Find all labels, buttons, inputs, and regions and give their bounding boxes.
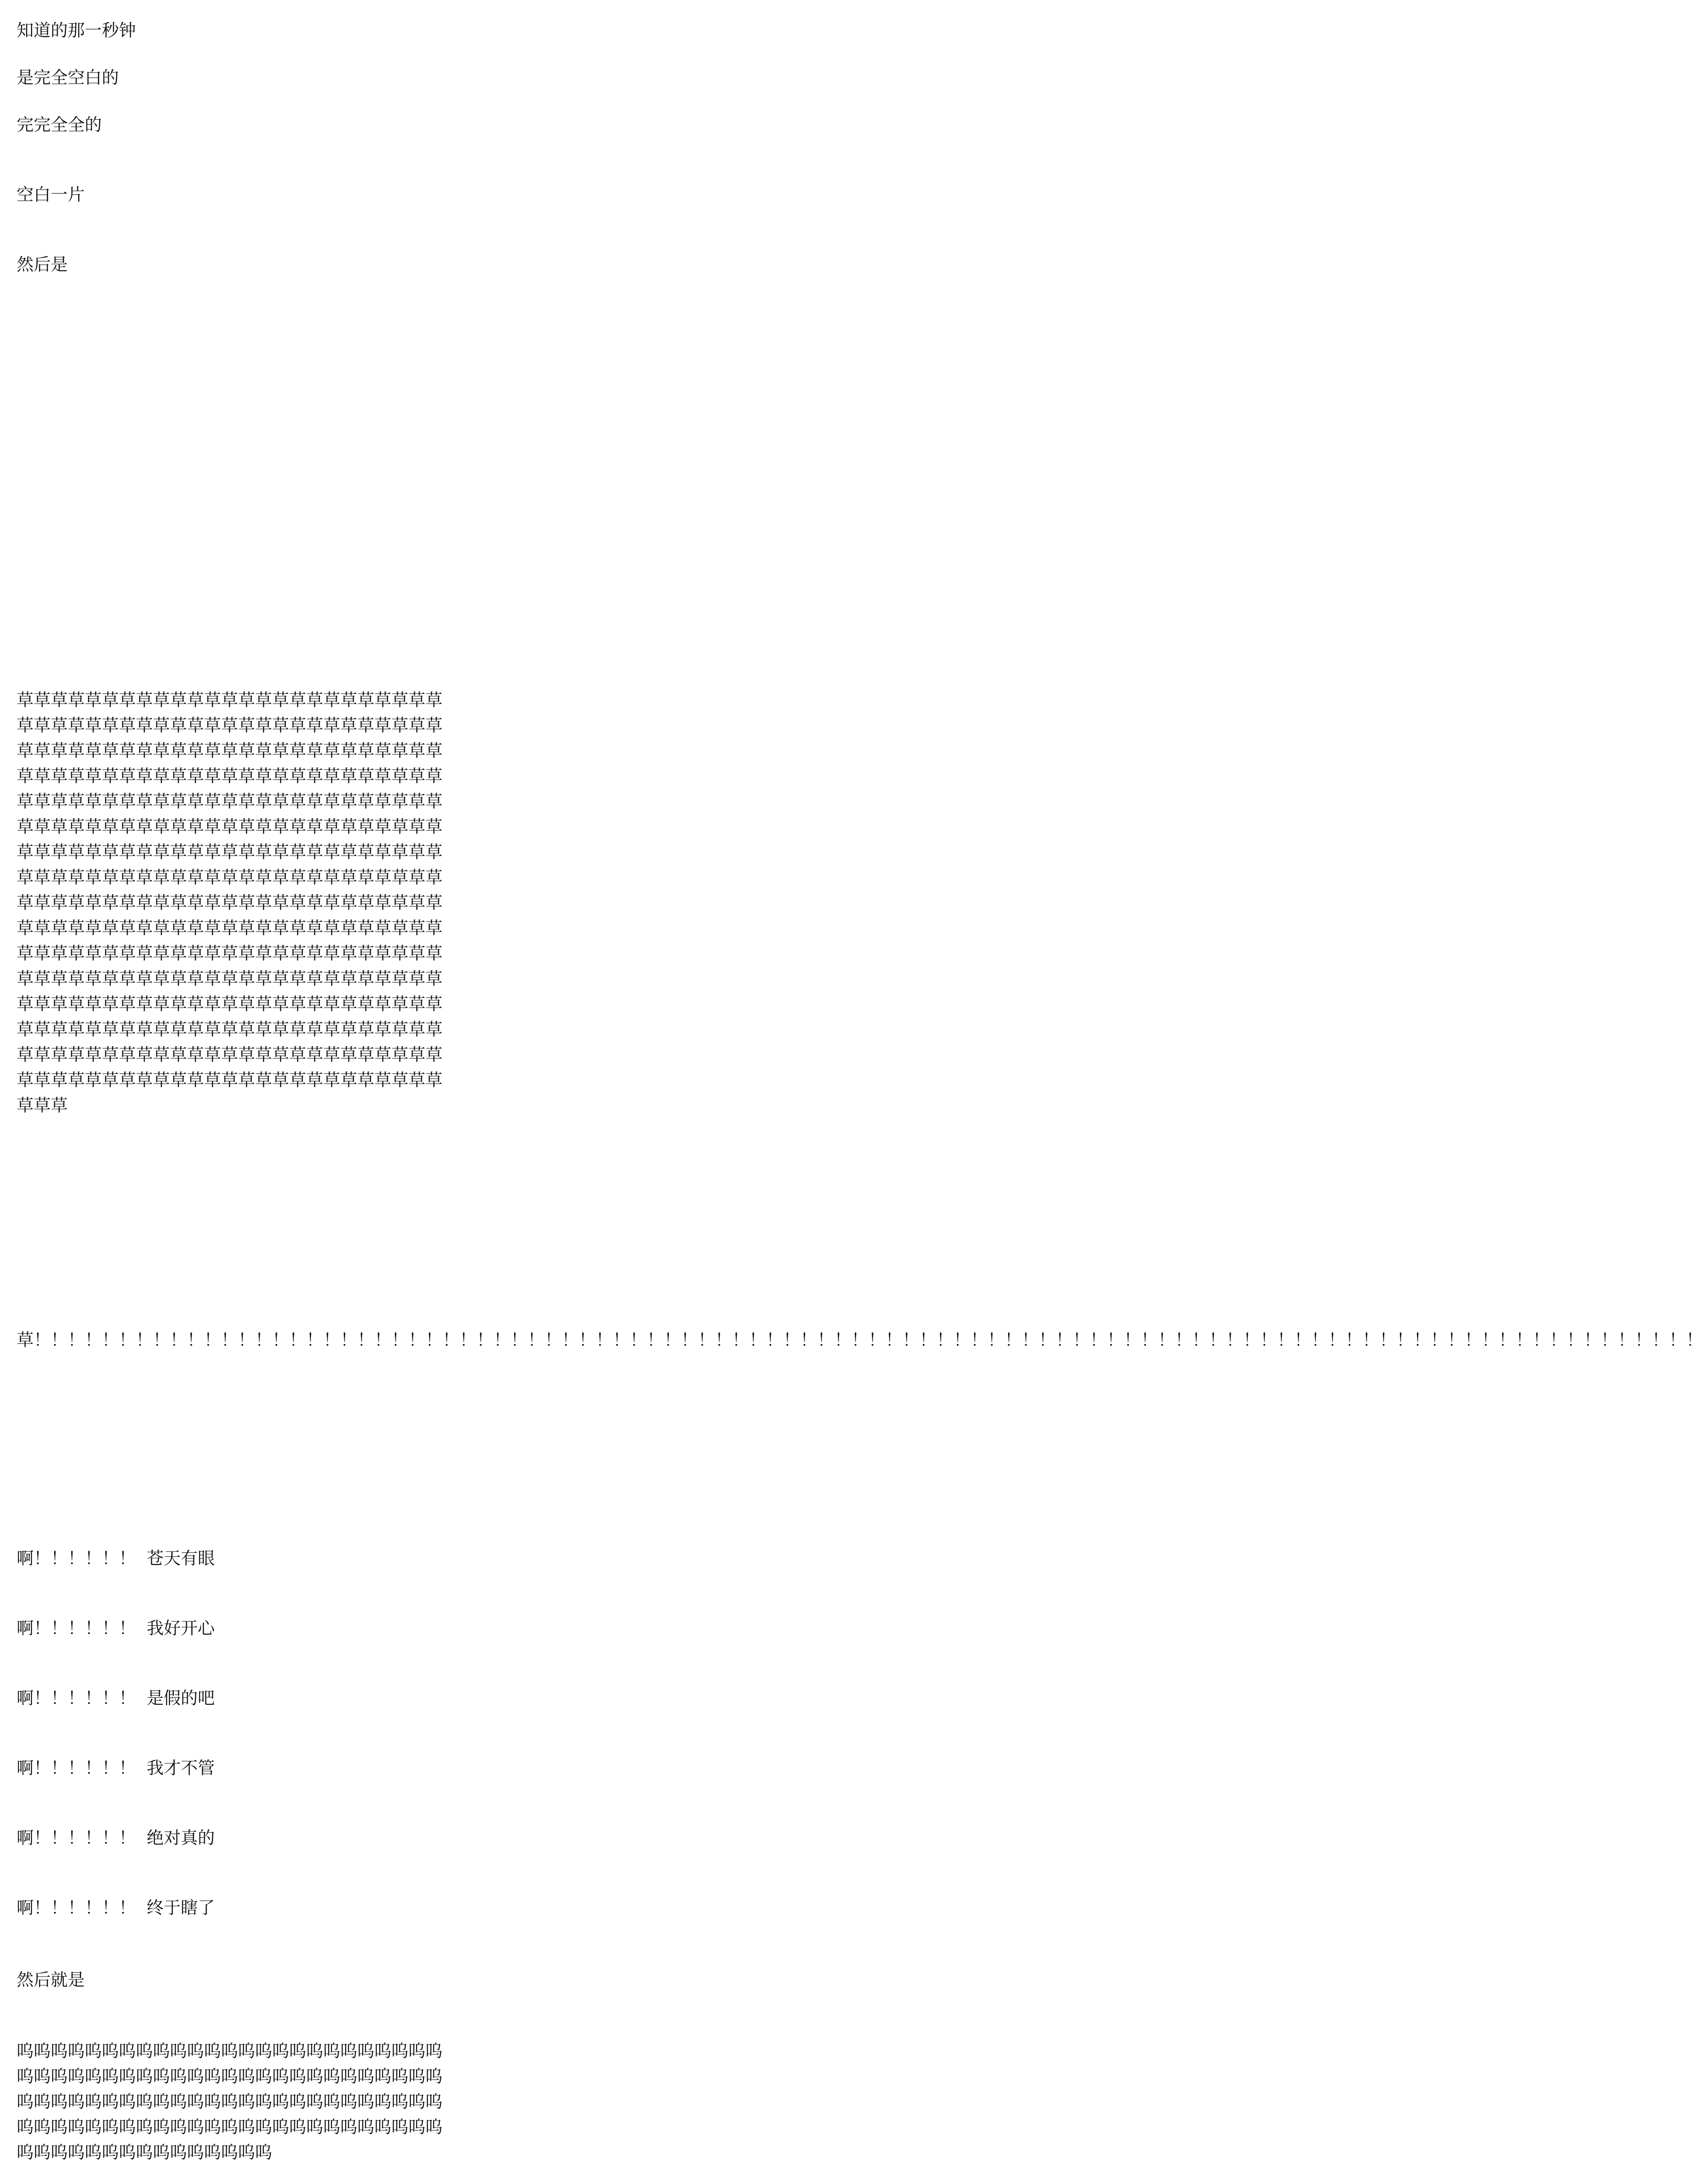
- cao-exclaim-block: 草！！！！！！！！！！！！！！！！！！！！！！！！！！！！！！！！！！！！！！！！！！！！！！！！！！！！！！！！！！！！！！！！！！！！！！！！！！！！！！！！！！！！！！！！！！！！！！！！！！: [17, 1330, 1703, 1350]
- intro-line-2: 是完全空白的: [17, 68, 119, 88]
- ah-line-1: 啊！！！！！！ 苍天有眼: [17, 1549, 215, 1569]
- ah-line-4: 啊！！！！！！ 我才不管: [17, 1759, 215, 1778]
- intro-line-1: 知道的那一秒钟: [17, 21, 136, 41]
- ah-line-2: 啊！！！！！！ 我好开心: [17, 1619, 215, 1638]
- ah-line-3: 啊！！！！！！ 是假的吧: [17, 1689, 215, 1708]
- wu-block: 呜呜呜呜呜呜呜呜呜呜呜呜呜呜呜呜呜呜呜呜呜呜呜呜呜呜呜呜呜呜呜呜呜呜呜呜呜呜呜呜呜呜呜呜呜呜呜呜呜呜呜呜呜呜呜呜呜呜呜呜呜呜呜呜呜呜呜呜呜呜呜呜呜呜呜呜呜呜呜呜呜呜呜呜呜呜呜呜呜呜呜呜呜呜呜呜呜呜呜呜呜呜呜呜呜呜呜呜呜呜呜呜呜呜呜: [17, 2042, 443, 2163]
- intro-line-3: 完完全全的: [17, 115, 102, 135]
- then-line: 然后就是: [17, 1970, 85, 1990]
- ah-line-6: 啊！！！！！！ 终于瞎了: [17, 1898, 215, 1918]
- intro-line-5: 然后是: [17, 255, 68, 275]
- ah-line-5: 啊！！！！！！ 绝对真的: [17, 1828, 215, 1848]
- intro-line-4: 空白一片: [17, 185, 85, 205]
- cao-block: 草草草草草草草草草草草草草草草草草草草草草草草草草草草草草草草草草草草草草草草草草草草草草草草草草草草草草草草草草草草草草草草草草草草草草草草草草草草草草草草草草草草草草草草草草草草草草草草草草草草草草草草草草草草草草草草草草草草草草草草草草草草草草草草草草草草草草草草草草草草草草草草草草草草草草草草草草草草草草草草草草草草草草草草草草草草草草草草草草草草草草草草草草草草草草草草草草草草草草草草草草草草草草草草草草草草草草草草草草草草草草草草草草草草草草草草草草草草草草草草草草草草草草草草草草草草草草草草草草草草草草草草草草草草草草草草草草草草草草草草草草草草草草草草草草草草草草草草草草草草草草草草草草草草草草草草草草草草草草草草草草草草草草草草草草草草草草草草草草草草草草草草草草草草草草草草草草草草草草草草草草草草草草草草草草草草草草草草草草草草草草草草草草草草草草草草草草草草草草草草草草草草: [17, 691, 443, 1116]
